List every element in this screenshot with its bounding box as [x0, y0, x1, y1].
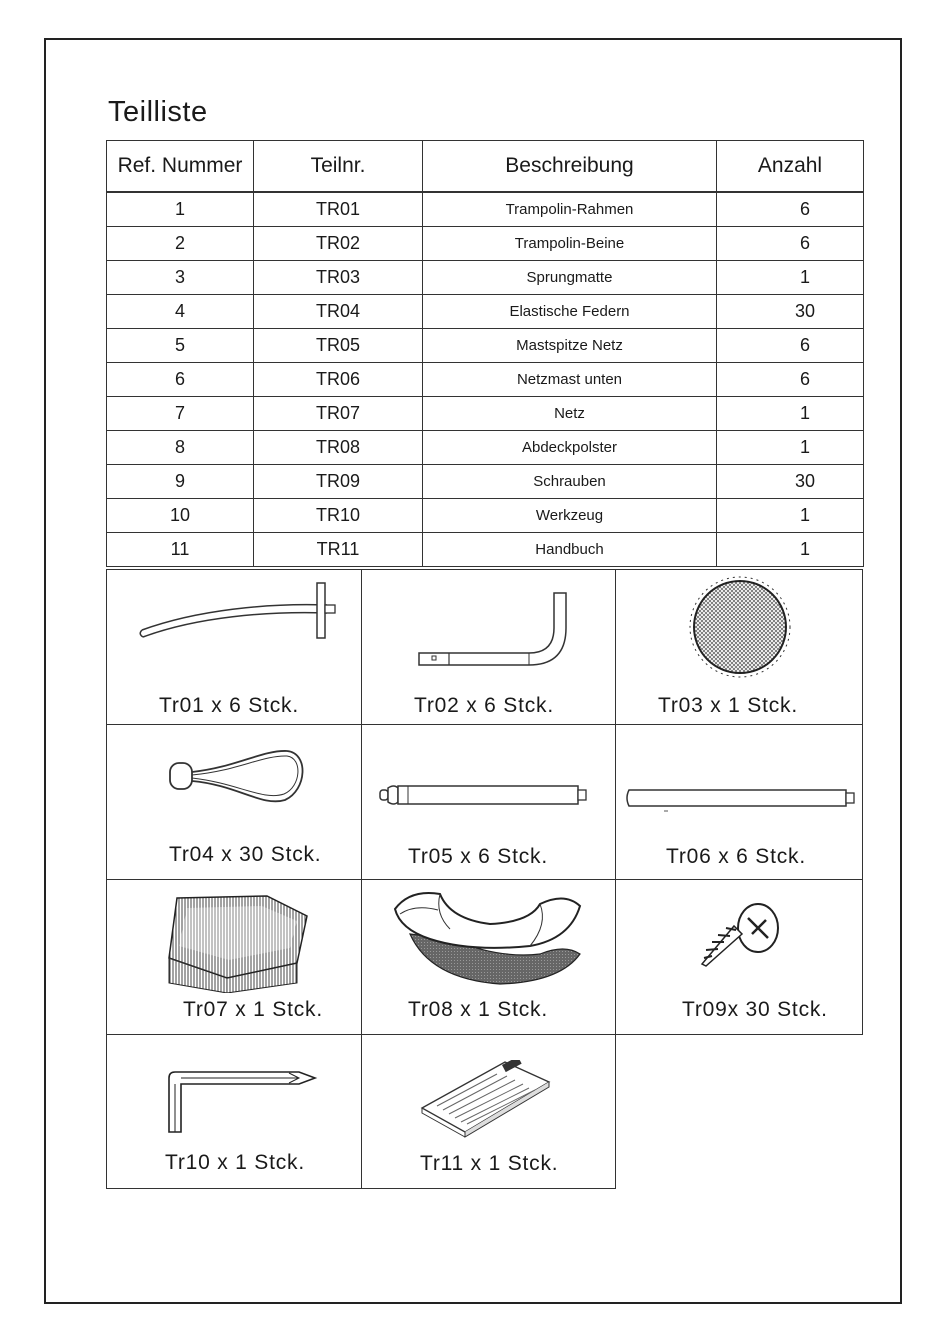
- cell-ref: 1: [107, 192, 254, 227]
- part-cell-tr03: [615, 569, 863, 725]
- part-caption-tr01: Tr01 x 6 Stck.: [159, 694, 299, 717]
- part-cell-tr04: [106, 724, 362, 880]
- part-cell-tr01: [106, 569, 362, 725]
- cell-desc: Netz: [423, 397, 717, 431]
- cell-part: TR11: [254, 533, 423, 567]
- part-caption-tr02: Tr02 x 6 Stck.: [414, 694, 554, 717]
- header-qty: Anzahl: [717, 141, 864, 193]
- cell-desc: Netzmast unten: [423, 363, 717, 397]
- part-caption-tr05: Tr05 x 6 Stck.: [408, 845, 548, 868]
- jumping-mat-icon: [688, 575, 792, 679]
- cell-ref: 8: [107, 431, 254, 465]
- part-cell-tr06: [615, 724, 863, 880]
- part-caption-tr04: Tr04 x 30 Stck.: [169, 843, 322, 866]
- net-icon: [157, 888, 317, 993]
- cell-part: TR09: [254, 465, 423, 499]
- part-caption-tr09: Tr09x 30 Stck.: [682, 998, 828, 1021]
- table-row: [107, 363, 864, 397]
- part-cell-tr11: [361, 1034, 616, 1189]
- pad-cover-icon: [390, 884, 590, 994]
- table-row: [107, 192, 864, 227]
- part-cell-tr10: [106, 1034, 362, 1189]
- cell-part: TR07: [254, 397, 423, 431]
- part-cell-tr09: [615, 879, 863, 1035]
- cell-desc: Trampolin-Rahmen: [423, 192, 717, 227]
- cell-part: TR01: [254, 192, 423, 227]
- cell-qty: 1: [717, 261, 864, 295]
- page-title: Teilliste: [108, 96, 208, 128]
- cell-qty: 1: [717, 499, 864, 533]
- cell-qty: 30: [717, 295, 864, 329]
- part-cell-tr02: [361, 569, 616, 725]
- cell-qty: 30: [717, 465, 864, 499]
- table-row: [107, 261, 864, 295]
- part-caption-tr10: Tr10 x 1 Stck.: [165, 1151, 305, 1174]
- manual-icon: [417, 1060, 557, 1145]
- cell-ref: 7: [107, 397, 254, 431]
- table-row: [107, 431, 864, 465]
- cell-part: TR04: [254, 295, 423, 329]
- part-caption-tr08: Tr08 x 1 Stck.: [408, 998, 548, 1021]
- cell-desc: Abdeckpolster: [423, 431, 717, 465]
- cell-desc: Schrauben: [423, 465, 717, 499]
- table-row: [107, 533, 864, 567]
- table-row: [107, 397, 864, 431]
- cell-ref: 4: [107, 295, 254, 329]
- cell-desc: Trampolin-Beine: [423, 227, 717, 261]
- cell-ref: 3: [107, 261, 254, 295]
- leg-icon: [414, 588, 574, 673]
- table-row: [107, 499, 864, 533]
- cell-part: TR05: [254, 329, 423, 363]
- part-cell-tr05: [361, 724, 616, 880]
- cell-qty: 1: [717, 533, 864, 567]
- frame-segment-icon: [137, 575, 337, 645]
- part-cell-tr08: [361, 879, 616, 1035]
- part-caption-tr11: Tr11 x 1 Stck.: [420, 1152, 559, 1175]
- net-pole-top-icon: [372, 780, 592, 810]
- cell-ref: 9: [107, 465, 254, 499]
- header-ref: Ref. Nummer: [107, 141, 254, 193]
- part-cell-tr07: [106, 879, 362, 1035]
- cell-part: TR02: [254, 227, 423, 261]
- net-pole-bottom-icon: [624, 783, 859, 813]
- cell-part: TR03: [254, 261, 423, 295]
- cell-qty: 6: [717, 329, 864, 363]
- cell-ref: 5: [107, 329, 254, 363]
- table-row: [107, 227, 864, 261]
- table-row: [107, 465, 864, 499]
- part-caption-tr07: Tr07 x 1 Stck.: [183, 998, 323, 1021]
- part-caption-tr03: Tr03 x 1 Stck.: [658, 694, 798, 717]
- elastic-spring-icon: [167, 745, 312, 810]
- cell-ref: 6: [107, 363, 254, 397]
- cell-desc: Sprungmatte: [423, 261, 717, 295]
- screw-icon: [696, 898, 791, 973]
- cell-qty: 6: [717, 192, 864, 227]
- cell-desc: Werkzeug: [423, 499, 717, 533]
- table-row: [107, 295, 864, 329]
- cell-qty: 6: [717, 227, 864, 261]
- cell-qty: 1: [717, 431, 864, 465]
- cell-qty: 6: [717, 363, 864, 397]
- header-desc: Beschreibung: [423, 141, 717, 193]
- parts-table: [106, 140, 864, 567]
- hex-key-icon: [159, 1070, 319, 1135]
- header-part: Teilnr.: [254, 141, 423, 193]
- cell-part: TR10: [254, 499, 423, 533]
- cell-part: TR06: [254, 363, 423, 397]
- cell-desc: Handbuch: [423, 533, 717, 567]
- cell-ref: 11: [107, 533, 254, 567]
- cell-part: TR08: [254, 431, 423, 465]
- cell-desc: Mastspitze Netz: [423, 329, 717, 363]
- cell-ref: 10: [107, 499, 254, 533]
- table-row: [107, 329, 864, 363]
- cell-ref: 2: [107, 227, 254, 261]
- cell-qty: 1: [717, 397, 864, 431]
- part-caption-tr06: Tr06 x 6 Stck.: [666, 845, 806, 868]
- cell-desc: Elastische Federn: [423, 295, 717, 329]
- table-header-row: [107, 141, 864, 193]
